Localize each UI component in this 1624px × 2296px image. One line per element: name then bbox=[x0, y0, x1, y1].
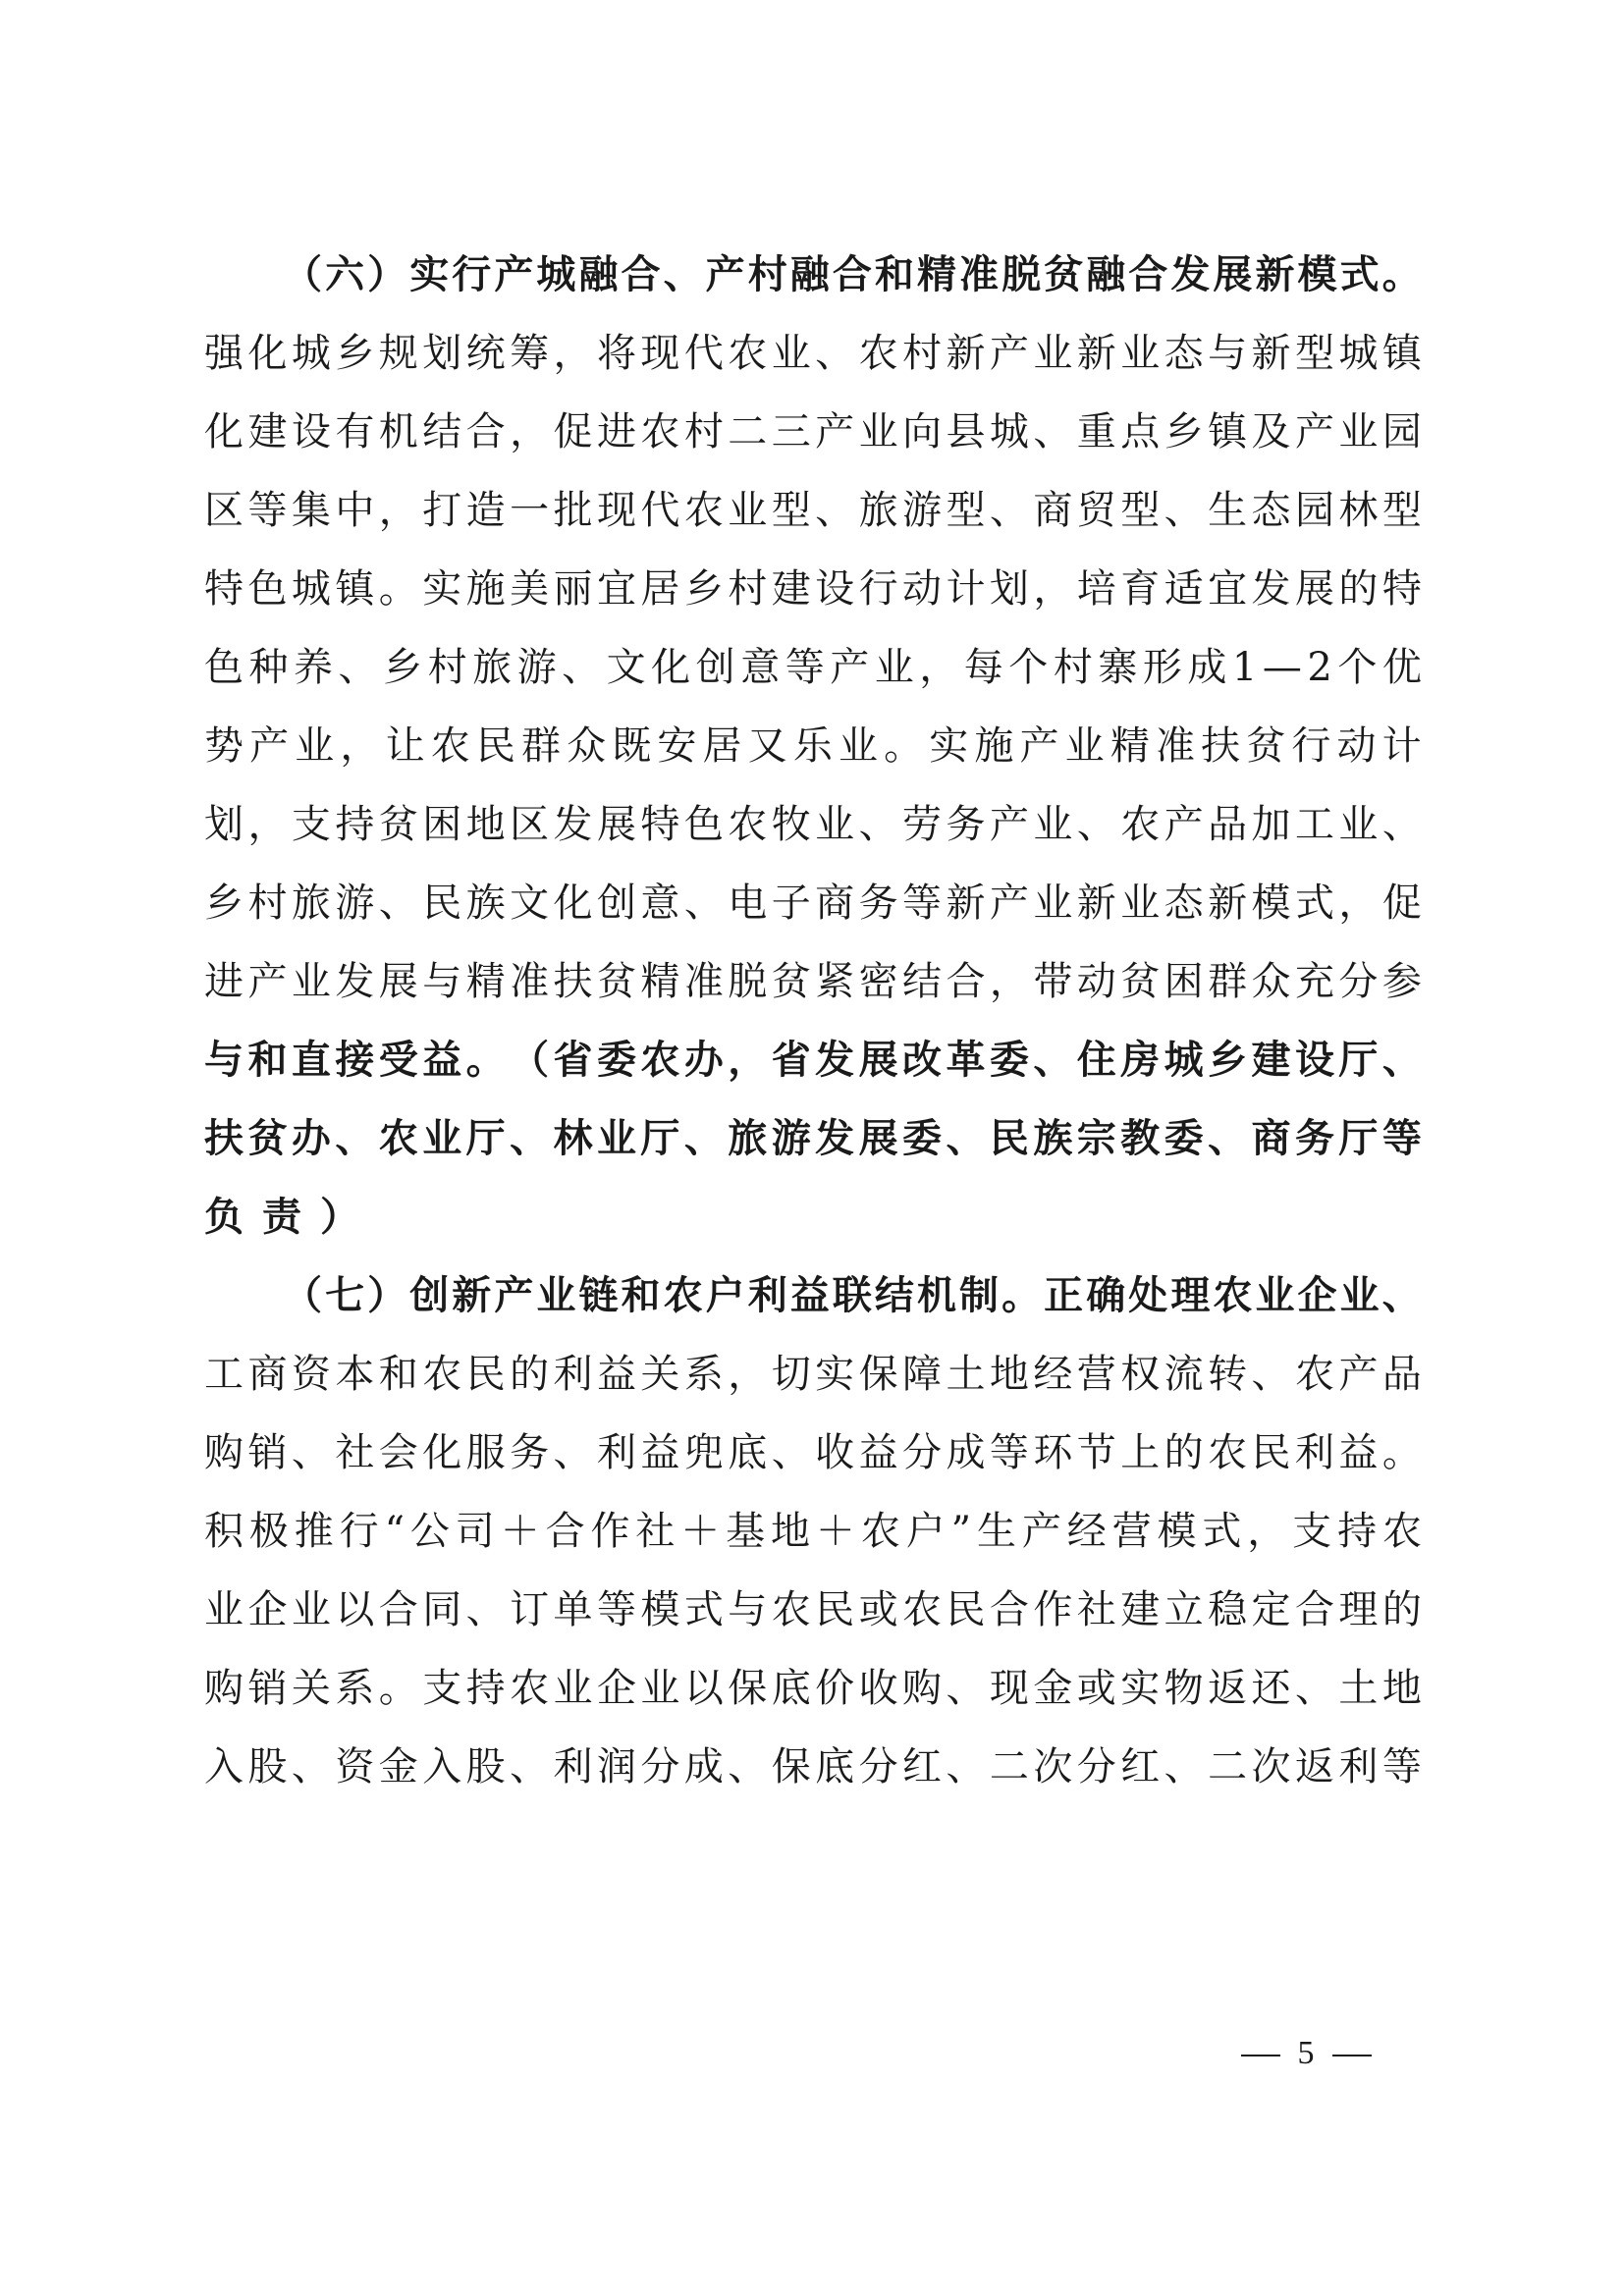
text-line: 强 化 城 乡 规 划 统 筹 ， 将 现 代 农 业 、 农 村 新 产 业 新 业 态 与 新 型 城 镇 bbox=[204, 331, 1422, 376]
text-line: 特 色 城 镇 。 实 施 美 丽 宜 居 乡 村 建 设 行 动 计 划 ， 培 育 适 宜 发 展 的 特 bbox=[204, 566, 1422, 612]
text-line: 购 销 、 社 会 化 服 务 、 利 益 兜 底 、 收 益 分 成 等 环 节 上 的 农 民 利 益 。 bbox=[204, 1430, 1422, 1475]
text-line: 入 股 、 资 金 入 股 、 利 润 分 成 、 保 底 分 红 、 二 次 分 红 、 二 次 返 利 等 bbox=[204, 1744, 1422, 1789]
text-line: 工 商 资 本 和 农 民 的 利 益 关 系 ， 切 实 保 障 土 地 经 营 权 流 转 、 农 产 品 bbox=[204, 1352, 1422, 1397]
text-line: 负 责 ） bbox=[204, 1194, 359, 1240]
text-line: 扶 贫 办 、 农 业 厅 、 林 业 厅 、 旅 游 发 展 委 、 民 族 宗 教 委 、 商 务 厅 等 bbox=[204, 1115, 1422, 1161]
text-line: 积 极 推 行 “ 公 司 ＋ 合 作 社 ＋ 基 地 ＋ 农 户 ” 生 产 经 营 模 式 ， 支 持 农 bbox=[204, 1509, 1422, 1554]
body-text bbox=[204, 236, 1422, 1806]
text-line: 乡 村 旅 游 、 民 族 文 化 创 意 、 电 子 商 务 等 新 产 业 新 业 态 新 模 式 ， 促 bbox=[204, 881, 1422, 926]
page-number-value: 5 bbox=[1297, 2035, 1315, 2071]
text-line: 业 企 业 以 合 同 、 订 单 等 模 式 与 农 民 或 农 民 合 作 社 建 立 稳 定 合 理 的 bbox=[204, 1587, 1422, 1632]
page-number bbox=[1208, 2024, 1404, 2083]
text-line: （ 七 ） 创 新 产 业 链 和 农 户 利 益 联 结 机 制 。 正 确 处 理 农 业 企 业 、 bbox=[283, 1272, 1422, 1318]
page-number-right-dash bbox=[1332, 2055, 1372, 2056]
text-line: （ 六 ） 实 行 产 城 融 合 、 产 村 融 合 和 精 准 脱 贫 融 合 发 展 新 模 式 。 bbox=[283, 251, 1422, 297]
text-line: 购 销 关 系 。 支 持 农 业 企 业 以 保 底 价 收 购 、 现 金 或 实 物 返 还 、 土 地 bbox=[204, 1666, 1422, 1711]
text-line: 划 ， 支 持 贫 困 地 区 发 展 特 色 农 牧 业 、 劳 务 产 业 、 农 产 品 加 工 业 、 bbox=[204, 802, 1422, 847]
text-line: 色 种 养 、 乡 村 旅 游 、 文 化 创 意 等 产 业 ， 每 个 村 寨 形 成 1 — 2 个 优 bbox=[204, 645, 1422, 690]
text-line: 区 等 集 中 ， 打 造 一 批 现 代 农 业 型 、 旅 游 型 、 商 贸 型 、 生 态 园 林 型 bbox=[204, 488, 1422, 533]
page-number-left-dash bbox=[1241, 2055, 1280, 2056]
text-line: 进 产 业 发 展 与 精 准 扶 贫 精 准 脱 贫 紧 密 结 合 ， 带 动 贫 困 群 众 充 分 参 bbox=[204, 959, 1422, 1004]
text-line: 化 建 设 有 机 结 合 ， 促 进 农 村 二 三 产 业 向 县 城 、 重 点 乡 镇 及 产 业 园 bbox=[204, 409, 1422, 454]
text-line: 势 产 业 ， 让 农 民 群 众 既 安 居 又 乐 业 。 实 施 产 业 精 准 扶 贫 行 动 计 bbox=[204, 723, 1422, 769]
text-line: 与 和 直 接 受 益 。 （ 省 委 农 办 ， 省 发 展 改 革 委 、 住 房 城 乡 建 设 厅 、 bbox=[204, 1037, 1422, 1083]
